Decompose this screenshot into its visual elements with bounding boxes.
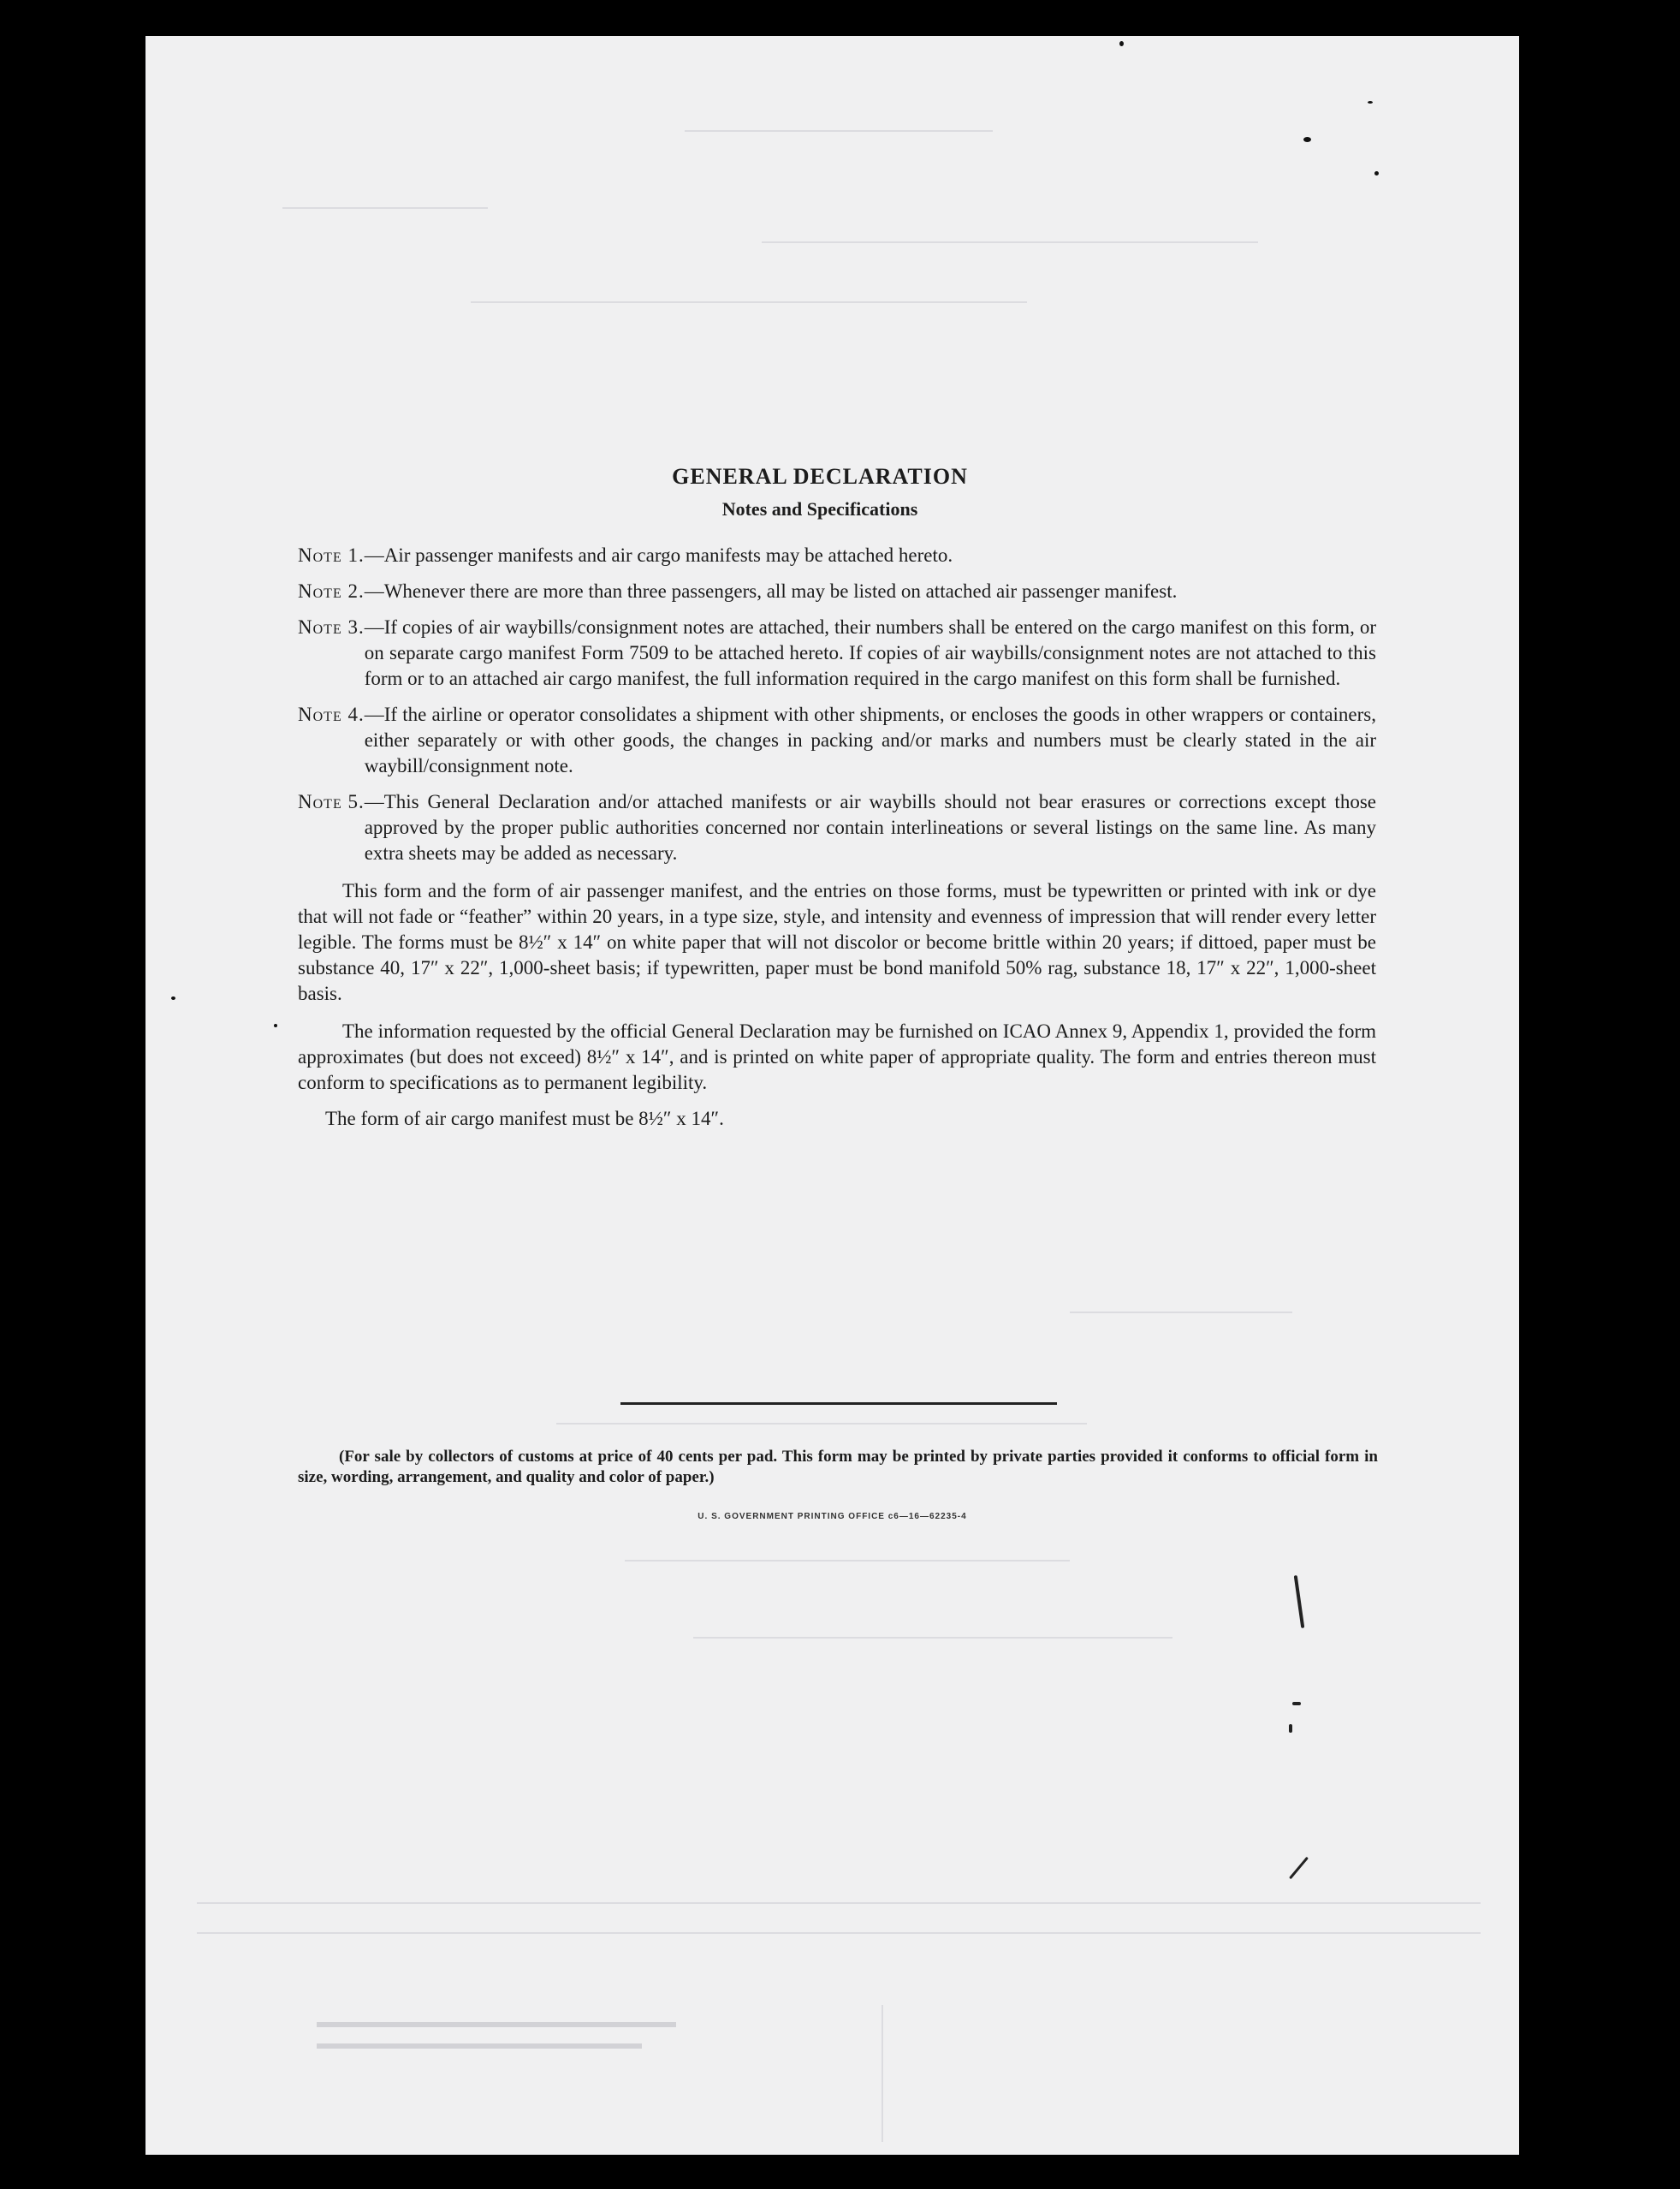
declaration-notes <box>298 464 1376 1132</box>
note-2 <box>298 579 1376 604</box>
bleed-through-line <box>1070 1312 1292 1313</box>
note-label: Note 5. <box>298 791 365 812</box>
note-text: —If copies of air waybills/consignment notes are attached, their numbers shall be entered on the cargo manifest on this form, or on separate cargo manifest Form 7509 to be attached hereto. If copies of air waybills/consignment notes are not attached to this form or to an attached air cargo manifest, the full information required in the cargo manifest on this form shall be furnished. <box>364 616 1376 689</box>
note-label: Note 3. <box>298 616 365 638</box>
document-page <box>145 36 1519 2155</box>
speck <box>1368 101 1373 104</box>
note-text: —This General Declaration and/or attached manifests or air waybills should not bear erasures or corrections except those approved by the proper public authorities concerned nor contain interlineations or several listings on the same line. As many extra sheets may be added as necessary. <box>364 791 1376 864</box>
printer-imprint: U. S. GOVERNMENT PRINTING OFFICE c6—16—62235-4 <box>698 1512 967 1521</box>
bleed-through-line <box>317 2043 642 2049</box>
pen-mark <box>1289 1857 1309 1879</box>
bleed-through-line <box>317 2022 676 2027</box>
note-label: Note 4. <box>298 704 365 725</box>
speck <box>274 1024 277 1027</box>
document-title: GENERAL DECLARATION <box>672 464 968 489</box>
note-3 <box>298 615 1376 692</box>
divider-rule <box>620 1402 1057 1405</box>
bleed-through-line <box>197 1902 1481 1904</box>
pen-mark <box>1294 1575 1305 1628</box>
bleed-through-line <box>685 130 993 132</box>
bleed-through-line <box>625 1560 1070 1561</box>
speck <box>1374 171 1379 175</box>
speck <box>171 996 175 1000</box>
bleed-through-line <box>693 1637 1172 1639</box>
bleed-through-line <box>197 1932 1481 1934</box>
bleed-through-line <box>471 301 1027 303</box>
note-text: —Air passenger manifests and air cargo manifests may be attached hereto. <box>364 544 953 566</box>
sale-notice: (For sale by collectors of customs at price of 40 cents per pad. This form may be printed by private parties provided it conforms to official form in size, wording, arrangement, and quality and color of paper.) <box>298 1448 1378 1486</box>
cargo-manifest-size-note: The form of air cargo manifest must be 8½″ x 14″. <box>325 1108 724 1129</box>
bleed-through-line <box>762 241 1258 243</box>
note-label: Note 2. <box>298 580 365 602</box>
speck <box>1119 41 1124 46</box>
bleed-through-line <box>556 1423 1087 1425</box>
form-specification-paragraph: This form and the form of air passenger manifest, and the entries on those forms, must be typewritten or printed with ink or dye that will not fade or “feather” within 20 years, in a type size, style, and intensity and evenness of impression that will render every letter legible. The forms must be 8½″ x 14″ on white paper that will not discolor or become brittle within 20 years; if dittoed, paper must be substance 40, 17″ x 22″, 1,000-sheet basis; if typewritten, paper must be bond manifold 50% rag, substance 18, 17″ x 22″, 1,000-sheet basis. <box>298 880 1376 1004</box>
bleed-through-line <box>882 2005 883 2142</box>
note-label: Note 1. <box>298 544 365 566</box>
speck <box>1303 137 1311 142</box>
bleed-through-line <box>282 207 488 209</box>
note-1 <box>298 543 1376 568</box>
note-text: —Whenever there are more than three passengers, all may be listed on attached air passenger manifest. <box>364 580 1178 602</box>
document-subtitle: Notes and Specifications <box>721 498 918 520</box>
pen-mark <box>1292 1702 1301 1705</box>
note-4 <box>298 702 1376 779</box>
note-5 <box>298 789 1376 866</box>
icao-paragraph: The information requested by the official General Declaration may be furnished on ICAO Annex 9, Appendix 1, provided the form approximates (but does not exceed) 8½″ x 14″, and is printed on white paper of appropriate quality. The form and entries thereon must conform to specifications as to permanent legibility. <box>298 1020 1376 1093</box>
pen-mark <box>1289 1724 1292 1733</box>
note-text: —If the airline or operator consolidates a shipment with other shipments, or encloses the goods in other wrappers or containers, either separately or with other goods, the changes in packing and/or marks and numbers must be clearly stated in the air waybill/consignment note. <box>364 704 1376 776</box>
